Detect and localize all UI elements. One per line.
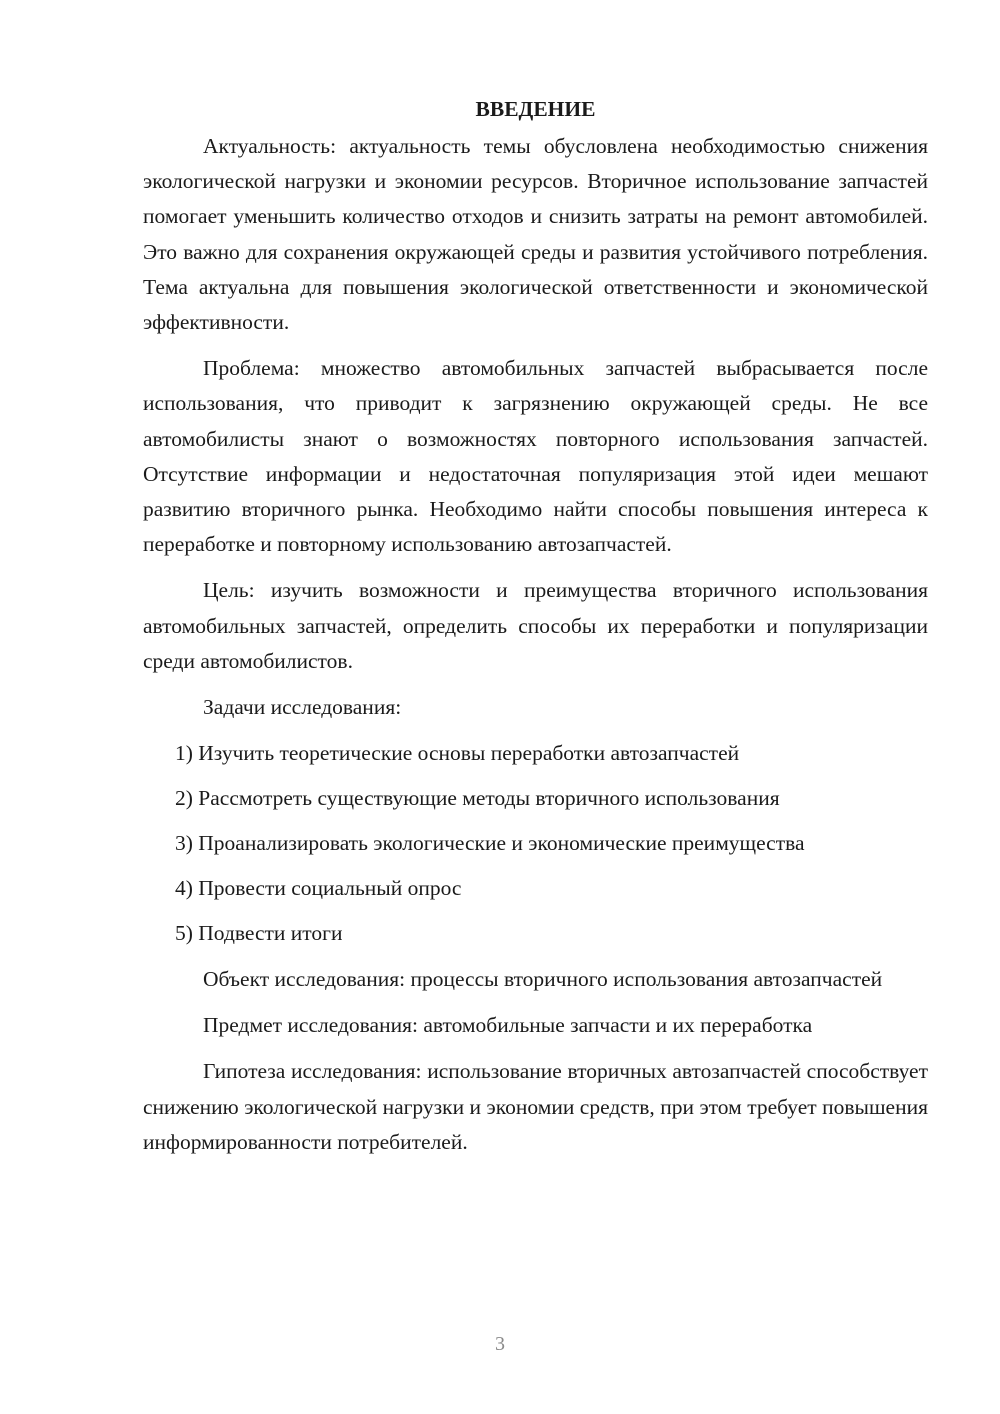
task-item: 5) Подвести итоги (175, 921, 343, 946)
task-item: 3) Проанализировать экологические и экономические преимущества (175, 831, 805, 856)
tasks-list (143, 736, 928, 951)
task-item: 1) Изучить теоретические основы переработки автозапчастей (175, 741, 740, 766)
object-paragraph: Объект исследования: процессы вторичного использования автозапчастей (203, 967, 883, 992)
relevance-paragraph: Актуальность: актуальность темы обусловлена необходимостью снижения экологической нагрузки и экономии ресурсов. Вторичное использование запчастей помогает уменьшить количество отходов и снизить затраты на ремонт автомобилей. Это важно для сохранения окружающей среды и развития устойчивого потребления. Тема актуальна для повышения экологической ответственности и экономической эффективности. (143, 134, 928, 335)
subject-paragraph: Предмет исследования: автомобильные запчасти и их переработка (203, 1013, 813, 1038)
task-item: 2) Рассмотреть существующие методы вторичного использования (175, 786, 780, 811)
document-page (143, 92, 928, 1171)
tasks-heading: Задачи исследования: (203, 695, 402, 720)
problem-paragraph: Проблема: множество автомобильных запчастей выбрасывается после использования, что приводит к загрязнению окружающей среды. Не все автомобилисты знают о возможностях повторного использования запчастей. Отсутствие информации и недостаточная популяризация этой идеи мешают развитию вторичного рынка. Необходимо найти способы повышения интереса к переработке и повторному использованию автозапчастей. (143, 356, 928, 557)
goal-paragraph: Цель: изучить возможности и преимущества вторичного использования автомобильных запчастей, определить способы их переработки и популяризации среди автомобилистов. (143, 578, 928, 673)
section-title: ВВЕДЕНИЕ (475, 97, 596, 121)
page-number: 3 (495, 1333, 505, 1355)
hypothesis-paragraph: Гипотеза исследования: использование вторичных автозапчастей способствует снижению экологической нагрузки и экономии средств, при этом требует повышения информированности потребителей. (143, 1059, 928, 1154)
task-item: 4) Провести социальный опрос (175, 876, 462, 901)
